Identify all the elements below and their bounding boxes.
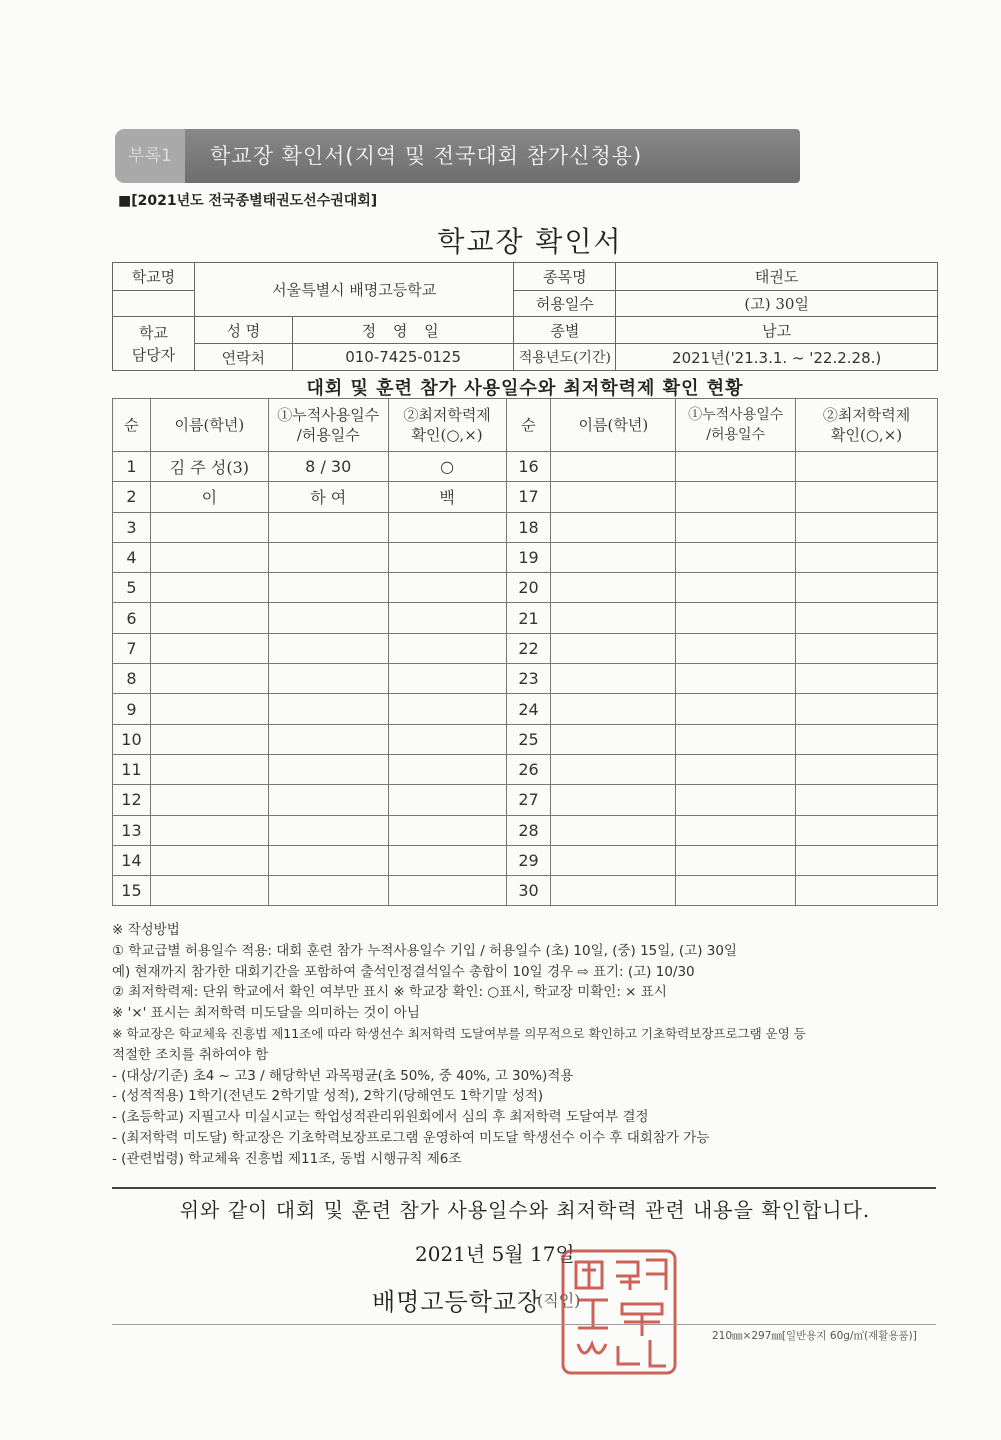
student-name-right	[551, 512, 676, 542]
table-row	[113, 815, 938, 845]
minimum-academic-check-right	[796, 633, 938, 663]
row-number-right: 26	[506, 754, 551, 784]
student-name-right	[551, 876, 676, 906]
school-manager-label: 학교 담당자	[113, 317, 195, 371]
student-name	[150, 845, 268, 875]
confirmation-text: 위와 같이 대회 및 훈련 참가 사용일수와 최저학력 관련 내용을 확인합니다.	[179, 1198, 871, 1222]
student-name	[150, 542, 268, 572]
used-days	[268, 845, 388, 875]
principal-title: 배명고등학교장	[372, 1288, 542, 1316]
used-days-right	[676, 785, 796, 815]
minimum-academic-check	[388, 845, 506, 875]
student-name	[150, 633, 268, 663]
used-days-right	[676, 512, 796, 542]
minimum-academic-check	[388, 633, 506, 663]
minimum-academic-check-right	[796, 754, 938, 784]
used-days-right	[676, 542, 796, 572]
row-number-right: 29	[506, 845, 551, 875]
row-number: 4	[113, 542, 151, 572]
minimum-academic-check	[388, 542, 506, 572]
student-name	[150, 754, 268, 784]
event-type-value: 태권도	[616, 263, 938, 291]
row-number-right: 30	[506, 876, 551, 906]
minimum-academic-check-right	[796, 482, 938, 512]
category-label: 종별	[514, 317, 616, 344]
minimum-academic-check-right	[796, 452, 938, 482]
row-number-right: 22	[506, 633, 551, 663]
row-number-right: 23	[506, 664, 551, 694]
header-no-right: 순	[506, 399, 551, 452]
minimum-academic-check	[388, 815, 506, 845]
used-days	[268, 876, 388, 906]
used-days	[268, 542, 388, 572]
table-row	[113, 694, 938, 724]
used-days: 8 / 30	[268, 452, 388, 482]
allowed-days-value: (고) 30일	[616, 291, 938, 317]
used-days-right	[676, 815, 796, 845]
minimum-academic-check	[388, 512, 506, 542]
row-number-right: 24	[506, 694, 551, 724]
contact-label: 연락처	[194, 344, 292, 371]
minimum-academic-check	[388, 724, 506, 754]
issue-date: 2021년 5월 17일	[415, 1242, 575, 1266]
used-days	[268, 694, 388, 724]
minimum-academic-check: ○	[388, 452, 506, 482]
used-days-right	[676, 482, 796, 512]
table-row	[113, 754, 938, 784]
table-row	[113, 542, 938, 572]
header-name: 이름(학년)	[150, 399, 268, 452]
table-row	[113, 845, 938, 875]
divider	[112, 1187, 936, 1189]
student-name-right	[551, 633, 676, 663]
table-row	[113, 512, 938, 542]
note-line: - (성적적용) 1학기(전년도 2학기말 성적), 2학기(당해연도 1학기말 성적)	[112, 1088, 544, 1105]
contact-value: 010-7425-0125	[292, 344, 514, 371]
document-title: 학교장 확인서	[437, 225, 623, 258]
used-days	[268, 603, 388, 633]
manager-name-value: 정 영 일	[292, 317, 514, 344]
row-number-right: 16	[506, 452, 551, 482]
minimum-academic-check-right	[796, 694, 938, 724]
info-table	[112, 262, 938, 371]
header-check: ②최저학력제 확인(○,×)	[388, 399, 506, 452]
note-line: - (초등학교) 지필고사 미실시교는 학업성적관리위원회에서 심의 후 최저학력 도달여부 결정	[112, 1109, 649, 1126]
table-row	[113, 664, 938, 694]
used-days	[268, 724, 388, 754]
used-days: 하 여	[268, 482, 388, 512]
row-number: 9	[113, 694, 151, 724]
minimum-academic-check	[388, 573, 506, 603]
used-days-right	[676, 633, 796, 663]
event-type-label: 종목명	[514, 263, 616, 291]
row-number: 1	[113, 452, 151, 482]
minimum-academic-check-right	[796, 724, 938, 754]
row-number: 13	[113, 815, 151, 845]
student-name	[150, 512, 268, 542]
minimum-academic-check	[388, 876, 506, 906]
note-line: - (관련법령) 학교체육 진흥법 제11조, 동법 시행규칙 제6조	[112, 1150, 462, 1167]
row-number-right: 28	[506, 815, 551, 845]
appendix-tag: 부록1	[115, 129, 185, 183]
student-name-right	[551, 754, 676, 784]
note-line: ① 학교급별 허용일수 적용: 대회 훈련 참가 누적사용일수 기입 / 허용일수 (초) 10일, (중) 15일, (고) 30일	[112, 942, 737, 959]
used-days	[268, 512, 388, 542]
student-name	[150, 694, 268, 724]
table-row	[113, 785, 938, 815]
minimum-academic-check	[388, 785, 506, 815]
row-number-right: 27	[506, 785, 551, 815]
row-number: 5	[113, 573, 151, 603]
note-line: - (대상/기준) 초4 ~ 고3 / 해당학년 과목평균(초 50%, 중 40%, 고 30%)적용	[112, 1067, 574, 1084]
minimum-academic-check	[388, 694, 506, 724]
table-row	[113, 452, 938, 482]
school-name-value: 서울특별시 배명고등학교	[194, 263, 514, 317]
student-name	[150, 876, 268, 906]
header-days: ①누적사용일수 /허용일수	[268, 399, 388, 452]
usage-table	[112, 398, 938, 906]
table-row	[113, 724, 938, 754]
row-number: 7	[113, 633, 151, 663]
student-name-right	[551, 694, 676, 724]
row-number: 14	[113, 845, 151, 875]
used-days	[268, 573, 388, 603]
student-name	[150, 664, 268, 694]
student-name: 김 주 성(3)	[150, 452, 268, 482]
row-number: 12	[113, 785, 151, 815]
row-number: 3	[113, 512, 151, 542]
header-check-right: ②최저학력제 확인(○,×)	[796, 399, 938, 452]
row-number: 6	[113, 603, 151, 633]
student-name-right	[551, 815, 676, 845]
student-name-right	[551, 664, 676, 694]
row-number-right: 17	[506, 482, 551, 512]
student-name	[150, 573, 268, 603]
minimum-academic-check	[388, 754, 506, 784]
used-days	[268, 633, 388, 663]
minimum-academic-check	[388, 603, 506, 633]
event-label: ■[2021년도 전국종별태권도선수권대회]	[118, 193, 378, 209]
used-days-right	[676, 694, 796, 724]
student-name-right	[551, 724, 676, 754]
manager-name-label: 성 명	[194, 317, 292, 344]
note-line: ② 최저학력제: 단위 학교에서 확인 여부만 표시 ※ 학교장 확인: ○표시, 학교장 미확인: × 표시	[112, 984, 667, 1001]
note-line: ※ 학교장은 학교체육 진흥법 제11조에 따라 학생선수 최저학력 도달여부를 의무적으로 확인하고 기초학력보장프로그램 운영 등	[112, 1025, 806, 1041]
allowed-days-label: 허용일수	[514, 291, 616, 317]
student-name	[150, 724, 268, 754]
student-name	[150, 815, 268, 845]
student-name-right	[551, 785, 676, 815]
row-number: 10	[113, 724, 151, 754]
minimum-academic-check-right	[796, 542, 938, 572]
used-days-right	[676, 603, 796, 633]
footer-line	[112, 1324, 936, 1325]
student-name	[150, 603, 268, 633]
student-name-right	[551, 452, 676, 482]
note-line: ※ '×' 표시는 최저학력 미도달을 의미하는 것이 아님	[112, 1005, 420, 1022]
student-name-right	[551, 845, 676, 875]
note-line: - (최저학력 미도달) 학교장은 기초학력보장프로그램 운영하여 미도달 학생선수 이수 후 대회참가 가능	[112, 1129, 710, 1146]
row-number: 2	[113, 482, 151, 512]
minimum-academic-check-right	[796, 603, 938, 633]
minimum-academic-check	[388, 664, 506, 694]
student-name-right	[551, 603, 676, 633]
student-name	[150, 785, 268, 815]
minimum-academic-check-right	[796, 785, 938, 815]
used-days-right	[676, 724, 796, 754]
used-days	[268, 754, 388, 784]
table-header-row	[113, 399, 938, 452]
writing-instructions	[112, 920, 942, 1170]
used-days	[268, 785, 388, 815]
seal-note: (직인)	[537, 1291, 581, 1310]
minimum-academic-check: 백	[388, 482, 506, 512]
row-number: 8	[113, 664, 151, 694]
student-name-right	[551, 542, 676, 572]
row-number-right: 25	[506, 724, 551, 754]
header-title: 학교장 확인서(지역 및 전국대회 참가신청용)	[210, 144, 643, 168]
table-row	[113, 573, 938, 603]
school-name-label: 학교명	[113, 263, 195, 291]
section-title: 대회 및 훈련 참가 사용일수와 최저학력제 확인 현황	[306, 378, 744, 399]
note-line: 예) 현재까지 참가한 대회기간을 포함하여 출석인정결석일수 총합이 10일 경우 ⇨ 표기: (고) 10/30	[112, 963, 695, 980]
header-name-right: 이름(학년)	[551, 399, 676, 452]
notes-heading: ※ 작성방법	[112, 922, 180, 938]
table-row	[113, 876, 938, 906]
row-number-right: 19	[506, 542, 551, 572]
used-days-right	[676, 664, 796, 694]
used-days-right	[676, 876, 796, 906]
used-days-right	[676, 845, 796, 875]
minimum-academic-check-right	[796, 664, 938, 694]
row-number-right: 20	[506, 573, 551, 603]
used-days-right	[676, 573, 796, 603]
row-number-right: 21	[506, 603, 551, 633]
table-row	[113, 603, 938, 633]
used-days-right	[676, 452, 796, 482]
header-no: 순	[113, 399, 151, 452]
row-number: 11	[113, 754, 151, 784]
minimum-academic-check-right	[796, 512, 938, 542]
row-number-right: 18	[506, 512, 551, 542]
category-value: 남고	[616, 317, 938, 344]
used-days	[268, 664, 388, 694]
period-label: 적용년도(기간)	[514, 344, 616, 371]
minimum-academic-check-right	[796, 845, 938, 875]
table-row	[113, 482, 938, 512]
minimum-academic-check-right	[796, 815, 938, 845]
minimum-academic-check-right	[796, 876, 938, 906]
used-days-right	[676, 754, 796, 784]
student-name-right	[551, 482, 676, 512]
official-seal-stamp	[560, 1248, 678, 1376]
header-days-right: ①누적사용일수 /허용일수	[676, 399, 796, 452]
paper-spec: 210㎜×297㎜[일반용지 60g/㎡(재활용품)]	[712, 1330, 917, 1342]
note-line: 적절한 조치를 취하여야 함	[112, 1046, 269, 1063]
row-number: 15	[113, 876, 151, 906]
student-name-right	[551, 573, 676, 603]
minimum-academic-check-right	[796, 573, 938, 603]
table-row	[113, 633, 938, 663]
used-days	[268, 815, 388, 845]
period-value: 2021년('21.3.1. ~ '22.2.28.)	[616, 344, 938, 371]
student-name: 이	[150, 482, 268, 512]
